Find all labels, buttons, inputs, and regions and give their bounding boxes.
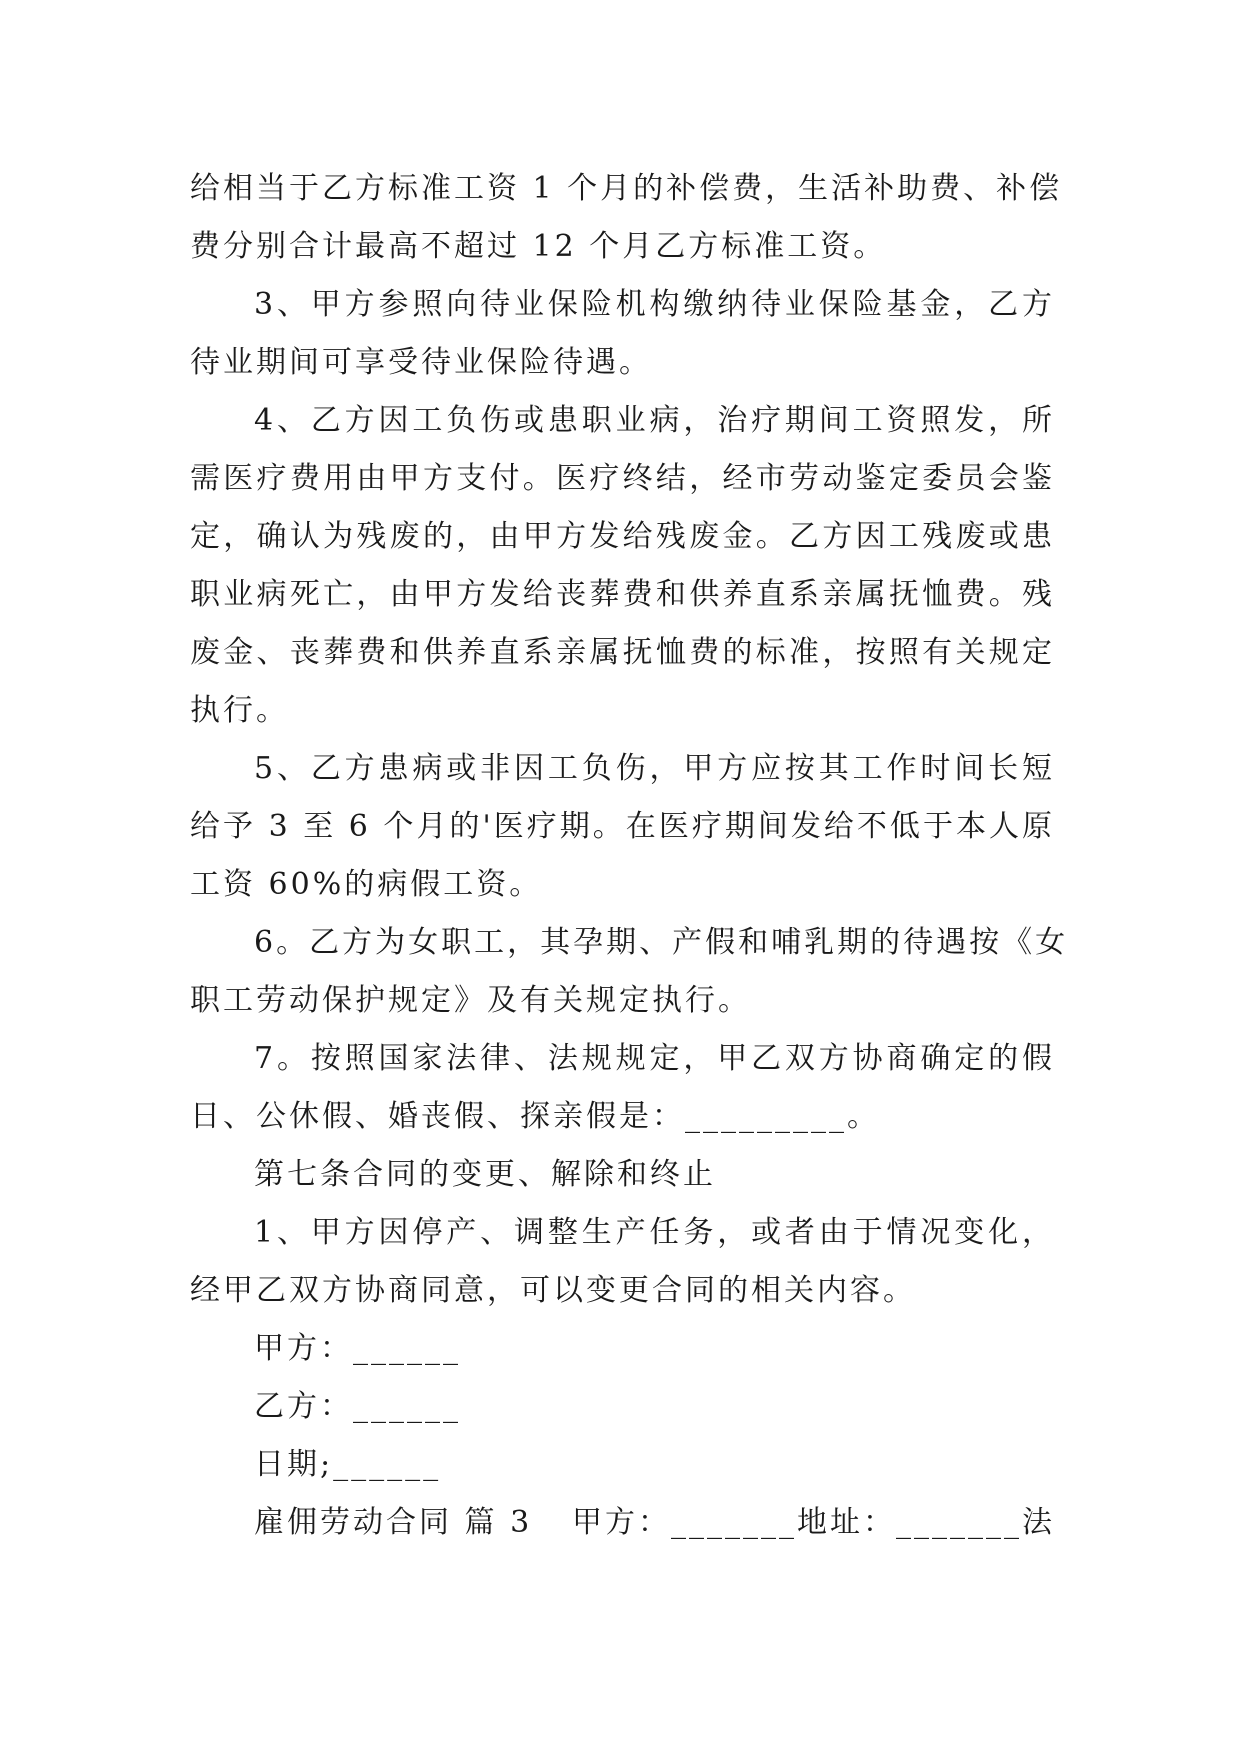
paragraph-article-7-item-1 xyxy=(190,1204,1055,1320)
next-contract-header xyxy=(190,1494,1055,1552)
text-line: 定，确认为残废的，由甲方发给残废金。乙方因工残废或患 xyxy=(190,519,1055,554)
paragraph-item-7 xyxy=(190,1030,1055,1146)
paragraph xyxy=(190,914,1069,1030)
paragraph xyxy=(190,1030,1055,1146)
party-a-address-line: 甲方：_______地址：_______法 xyxy=(572,1505,1055,1540)
text-line: 职工劳动保护规定》及有关规定执行。 xyxy=(190,983,751,1018)
paragraph xyxy=(190,1146,1055,1204)
paragraph-compensation-end xyxy=(190,160,1063,276)
text-line: 待业期间可享受待业保险待遇。 xyxy=(190,345,652,380)
signature-party-a: 甲方：______ xyxy=(254,1331,461,1366)
text-line: 职业病死亡，由甲方发给丧葬费和供养直系亲属抚恤费。残 xyxy=(190,577,1055,612)
contract-title: 雇佣劳动合同 篇 3 xyxy=(254,1505,533,1540)
text-line: 6。乙方为女职工，其孕期、产假和哺乳期的待遇按《女 xyxy=(254,925,1069,960)
signature-date: 日期;______ xyxy=(254,1447,442,1482)
text-line: 7。按照国家法律、法规规定，甲乙双方协商确定的假 xyxy=(254,1041,1055,1076)
text-line: 工资 60%的病假工资。 xyxy=(190,867,543,902)
text-line: 4、乙方因工负伤或患职业病，治疗期间工资照发，所 xyxy=(254,403,1055,438)
paragraph-item-6 xyxy=(190,914,1069,1030)
text-line: 给予 3 至 6 个月的'医疗期。在医疗期间发给不低于本人原 xyxy=(190,809,1055,844)
text-line: 3、甲方参照向待业保险机构缴纳待业保险基金，乙方 xyxy=(254,287,1055,322)
paragraph-item-5 xyxy=(190,740,1055,914)
text-line: 费分别合计最高不超过 12 个月乙方标准工资。 xyxy=(190,229,887,264)
paragraph xyxy=(190,160,1063,276)
paragraph-item-4 xyxy=(190,392,1055,740)
text-line: 给相当于乙方标准工资 1 个月的补偿费，生活补助费、补偿 xyxy=(190,171,1063,206)
paragraph-item-3 xyxy=(190,276,1055,392)
text-line: 需医疗费用由甲方支付。医疗终结，经市劳动鉴定委员会鉴 xyxy=(190,461,1055,496)
text-line: 执行。 xyxy=(190,693,289,728)
text-line: 第七条合同的变更、解除和终止 xyxy=(254,1157,716,1192)
document-body xyxy=(190,160,1069,1552)
paragraph xyxy=(190,1204,1055,1320)
paragraph xyxy=(190,740,1055,914)
text-line: 经甲乙双方协商同意，可以变更合同的相关内容。 xyxy=(190,1273,916,1308)
signature-block xyxy=(190,1320,1055,1494)
text-line: 5、乙方患病或非因工负伤，甲方应按其工作时间长短 xyxy=(254,751,1055,786)
paragraph xyxy=(190,276,1055,392)
signature-party-b: 乙方：______ xyxy=(254,1389,461,1424)
paragraph xyxy=(190,392,1055,740)
article-7-heading xyxy=(190,1146,1055,1204)
text-line: 日、公休假、婚丧假、探亲假是：_________。 xyxy=(190,1099,880,1134)
text-line: 废金、丧葬费和供养直系亲属抚恤费的标准，按照有关规定 xyxy=(190,635,1055,670)
text-line: 1、甲方因停产、调整生产任务，或者由于情况变化， xyxy=(254,1215,1055,1250)
